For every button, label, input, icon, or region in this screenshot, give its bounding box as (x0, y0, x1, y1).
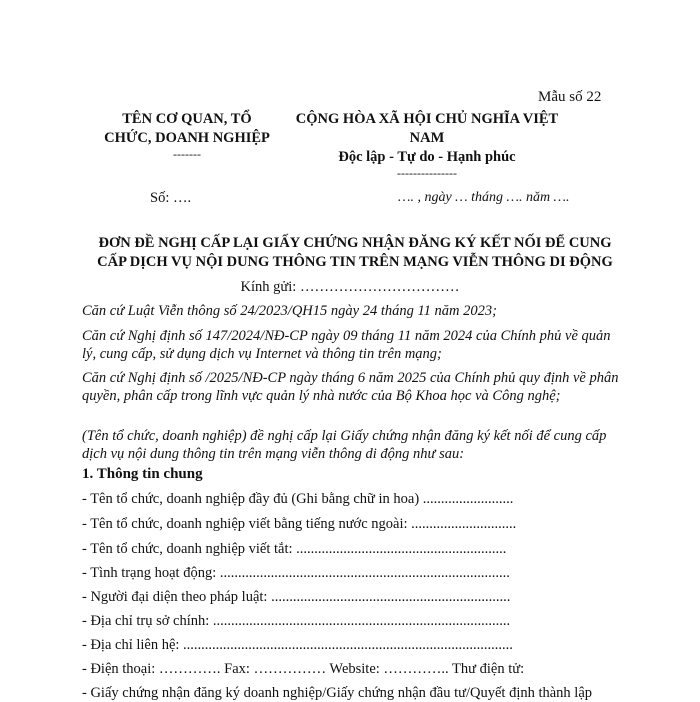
legal-basis-telecom-law: Căn cứ Luật Viễn thông số 24/2023/QH15 ngày 24 tháng 11 năm 2023; (82, 303, 497, 319)
organization-header-line2: CHỨC, DOANH NGHIỆP (104, 130, 270, 146)
organization-header (92, 110, 282, 160)
field-phone-fax-website-email: - Điện thoại: …………. Fax: …………… Website: ………….. Thư điện tử: (82, 661, 525, 677)
national-header-line2: NAM (409, 130, 445, 146)
national-header (282, 110, 572, 179)
field-head-office-address: - Địa chỉ trụ sở chính: .................................................................................. (82, 613, 511, 629)
section-general-info-title: 1. Thông tin chung (82, 466, 203, 482)
organization-header-divider: ------- (173, 147, 201, 161)
field-contact-address: - Địa chỉ liên hệ: ........................................................................................... (82, 637, 513, 653)
document-title-line2: CẤP DỊCH VỤ NỘI DUNG THÔNG TIN TRÊN MẠNG VIỄN THÔNG DI ĐỘNG (97, 254, 613, 270)
field-operating-status: - Tình trạng hoạt động: ................................................................................ (82, 565, 510, 581)
recipient-line: Kính gửi: …………………………… (240, 279, 460, 295)
national-motto: Độc lập - Tự do - Hạnh phúc (338, 149, 516, 165)
field-short-name: - Tên tổ chức, doanh nghiệp viết tắt: .......................................................... (82, 541, 507, 557)
form-number: Mẫu số 22 (538, 89, 602, 105)
legal-basis-decree-147: Căn cứ Nghị định số 147/2024/NĐ-CP ngày 09 tháng 11 năm 2024 của Chính phủ về quản lý, cung cấp, sử dụng dịch vụ Internet và thông tin trên mạng; (82, 328, 611, 362)
place-date: …. , ngày … tháng …. năm …. (398, 190, 570, 205)
field-business-registration: - Giấy chứng nhận đăng ký doanh nghiệp/Giấy chứng nhận đầu tư/Quyết định thành lập (82, 685, 593, 701)
field-legal-representative: - Người đại diện theo pháp luật: .................................................................. (82, 589, 511, 605)
national-header-divider: --------------- (397, 166, 457, 180)
organization-header-line1: TÊN CƠ QUAN, TỔ (122, 111, 252, 127)
document-title-line1: ĐƠN ĐỀ NGHỊ CẤP LẠI GIẤY CHỨNG NHẬN ĐĂNG KÝ KẾT NỐI ĐỂ CUNG (98, 235, 612, 251)
document-number: Số: …. (150, 190, 192, 206)
field-full-name: - Tên tổ chức, doanh nghiệp đầy đủ (Ghi bằng chữ in hoa) ......................... (82, 491, 514, 507)
document-title (60, 234, 650, 272)
national-header-line1: CỘNG HÒA XÃ HỘI CHỦ NGHĨA VIỆT (295, 111, 559, 127)
field-foreign-name: - Tên tổ chức, doanh nghiệp viết bằng tiếng nước ngoài: ............................. (82, 516, 517, 532)
request-statement: (Tên tổ chức, doanh nghiệp) đề nghị cấp lại Giấy chứng nhận đăng ký kết nối để cung cấp dịch vụ nội dung thông tin trên mạng viễn thông di động như sau: (82, 428, 607, 462)
legal-basis-decree-2025: Căn cứ Nghị định số /2025/NĐ-CP ngày tháng 6 năm 2025 của Chính phủ quy định về phân quyền, phân cấp trong lĩnh vực quản lý nhà nước của Bộ Khoa học và Công nghệ; (82, 370, 619, 404)
